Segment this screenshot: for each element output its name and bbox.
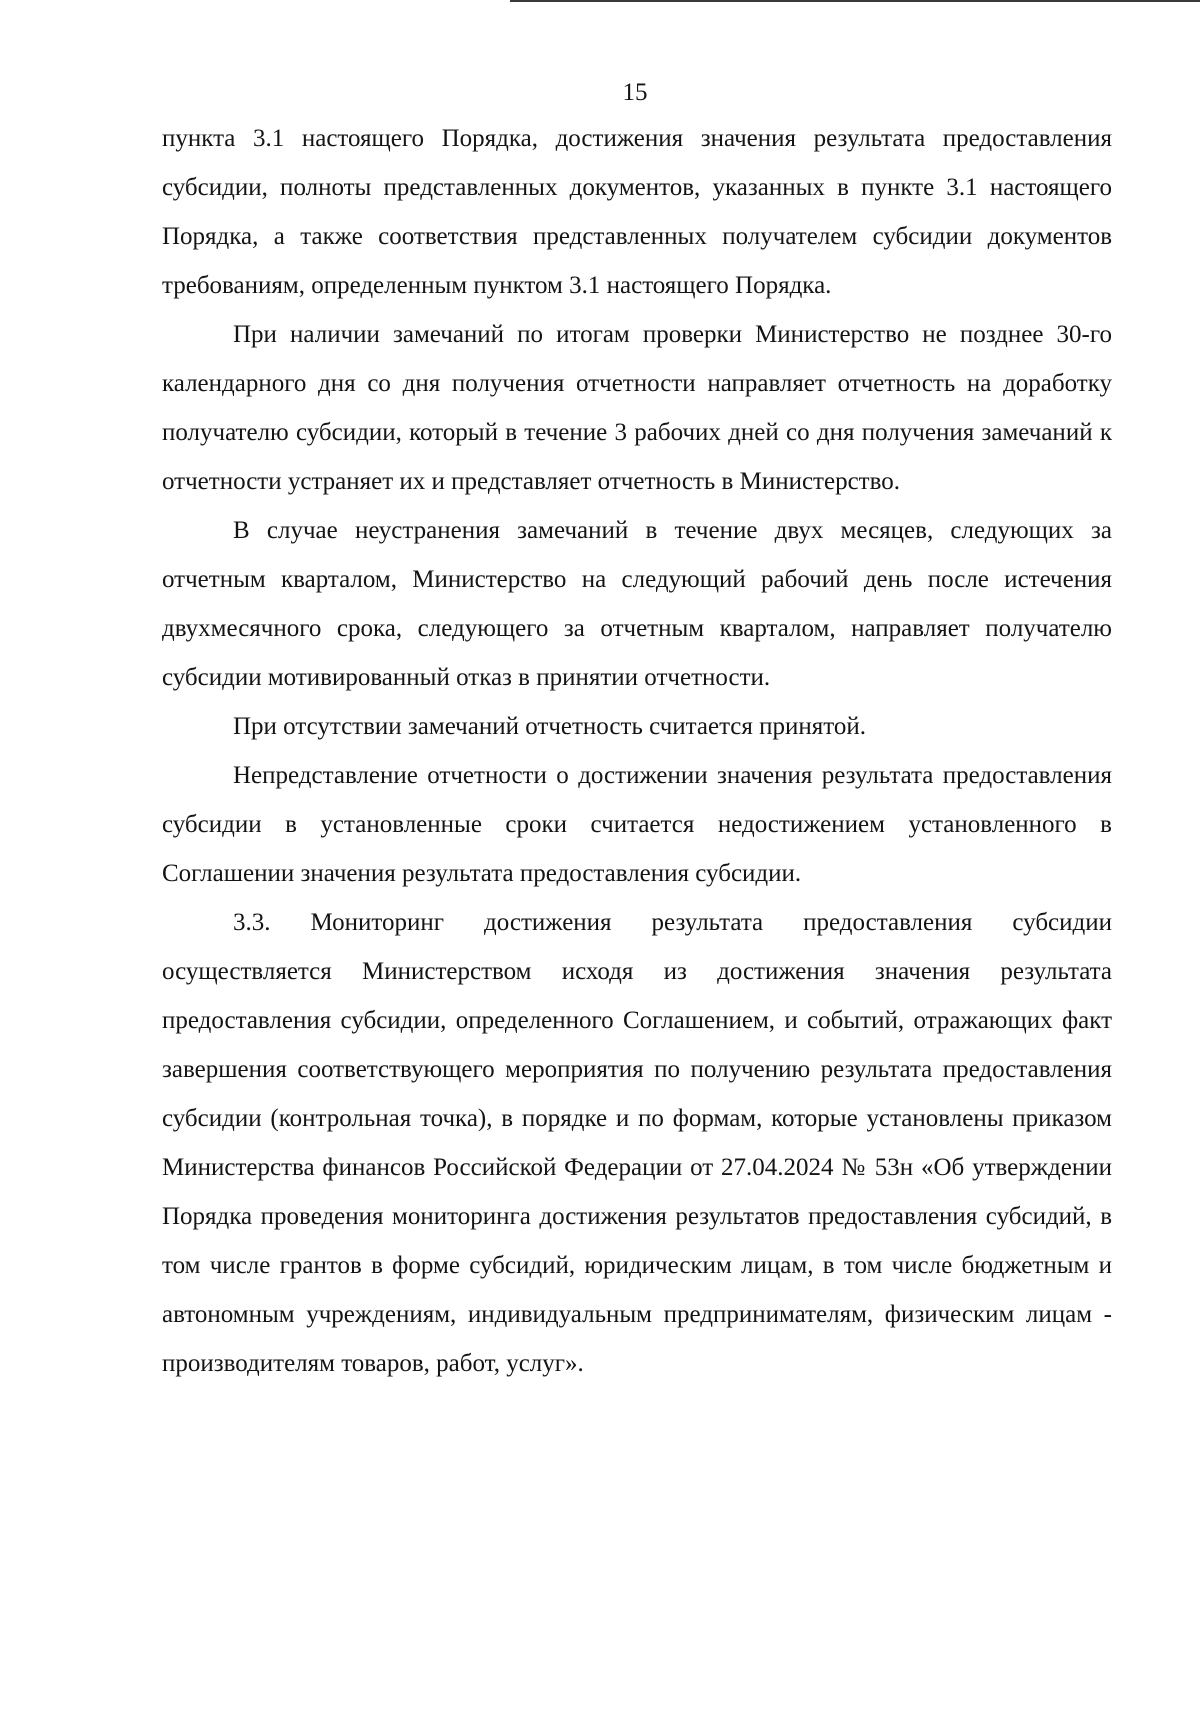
document-body: [162, 114, 1112, 1388]
paragraph-non-elimination: В случае неустранения замечаний в течение двух месяцев, следующих за отчетным кварталом, Министерство на следующий рабочий день после истечения двухмесячного срока, следующего за отчетным кварталом, направляет получателю субсидии мотивированный отказ в принятии отчетности.: [162, 517, 1112, 691]
paragraph-continuation: пункта 3.1 настоящего Порядка, достижения значения результата предоставления субсидии, полноты представленных документов, указанных в пункте 3.1 настоящего Порядка, а также соответствия представленных получателем субсидии документов требованиям, определенным пунктом 3.1 настоящего Порядка.: [162, 125, 1112, 299]
scan-edge-line: [510, 0, 1200, 2]
page-number: 15: [622, 79, 648, 106]
paragraph-non-submission: Непредставление отчетности о достижении значения результата предоставления субсидии в установленные сроки считается недостижением установленного в Соглашении значения результата предоставления субсидии.: [162, 762, 1112, 887]
paragraph-no-remarks: При отсутствии замечаний отчетность считается принятой.: [233, 713, 867, 740]
paragraph-3-3-monitoring: 3.3. Мониторинг достижения результата предоставления субсидии осуществляется Министерством исходя из достижения значения результата предоставления субсидии, определенного Соглашением, и событий, отражающих факт завершения соответствующего мероприятия по получению результата предоставления субсидии (контрольная точка), в порядке и по формам, которые установлены приказом Министерства финансов Российской Федерации от 27.04.2024 № 53н «Об утверждении Порядка проведения мониторинга достижения результатов предоставления субсидий, в том числе грантов в форме субсидий, юридическим лицам, в том числе бюджетным и автономным учреждениям, индивидуальным предпринимателям, физическим лицам - производителям товаров, работ, услуг».: [162, 909, 1112, 1377]
paragraph-remarks-check: При наличии замечаний по итогам проверки Министерство не позднее 30-го календарного дня со дня получения отчетности направляет отчетность на доработку получателю субсидии, который в течение 3 рабочих дней со дня получения замечаний к отчетности устраняет их и представляет отчетность в Министерство.: [162, 321, 1112, 495]
